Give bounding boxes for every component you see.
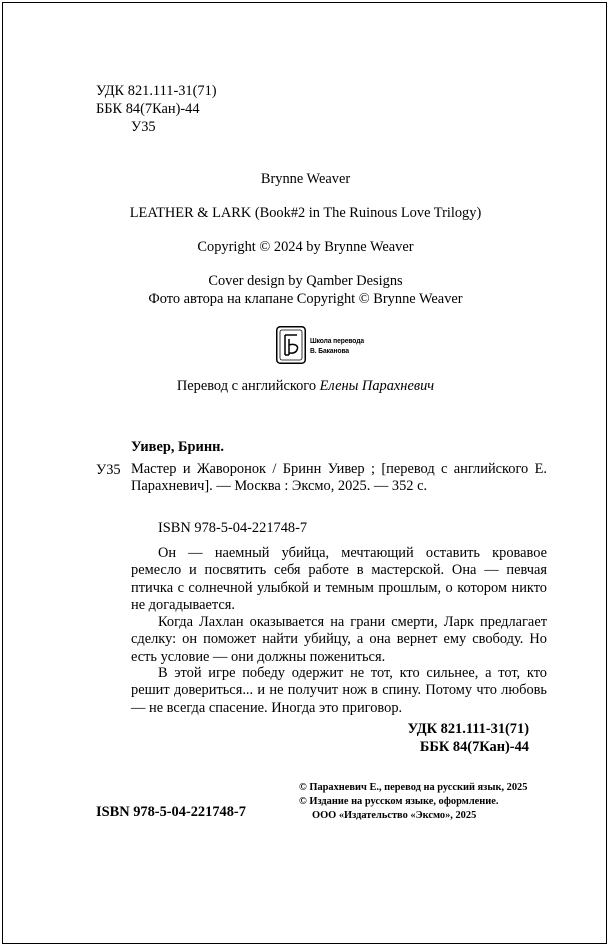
logo-line-2: В. Баканова: [310, 345, 350, 355]
original-title: LEATHER & LARK (Book#2 in The Ruinous Love Trilogy): [129, 205, 482, 221]
record-author-mark: У35: [96, 462, 121, 478]
author-mark: У35: [131, 119, 156, 135]
original-copyright: Copyright © 2024 by Brynne Weaver: [197, 239, 414, 255]
copyright-edition: © Издание на русском языке, оформление.: [299, 796, 499, 807]
bbk-code: ББК 84(7Кан)-44: [96, 101, 200, 117]
record-bbk: ББК 84(7Кан)-44: [419, 739, 529, 755]
annotation-paragraph-3: В этой игре победу одержит не тот, кто сильнее, а тот, кто решит довериться... и не получит нож в спину. Потому что любовь — не всегда спасение. Иногда это приговор.: [131, 665, 547, 716]
record-heading: Уивер, Бринн.: [131, 439, 225, 455]
translation-school-logo-text: [310, 336, 364, 355]
original-author: Brynne Weaver: [260, 171, 351, 187]
translation-school-logo-icon: [276, 326, 306, 364]
author-photo-credit: Фото автора на клапане Copyright © Brynne Weaver: [148, 291, 463, 307]
logo-line-1: Школа перевода: [310, 336, 365, 345]
annotation-paragraph-1: Он — наемный убийца, мечтающий оставить кровавое ремесло и посвятить себя работе в мастерской. Она — певчая птичка с солнечной улыбкой и темным прошлым, о котором никто не догадывается.: [131, 545, 547, 614]
footer-isbn: ISBN 978-5-04-221748-7: [96, 804, 246, 820]
translation-prefix: Перевод с английского: [176, 378, 320, 394]
translation-credit: [0, 378, 611, 395]
cover-design-credit: Cover design by Qamber Designs: [208, 273, 403, 289]
udk-code: УДК 821.111-31(71): [96, 83, 217, 99]
annotation-paragraph-2: Когда Лахлан оказывается на грани смерти, Ларк предлагает сделку: он поможет найти убийцу, а она вернет ему свободу. Но есть условие — они должны пожениться.: [131, 614, 547, 665]
translator-name: Елены Парахневич: [319, 378, 435, 394]
record-isbn: ISBN 978-5-04-221748-7: [158, 520, 308, 536]
copyright-translation: © Парахневич Е., перевод на русский язык, 2025: [299, 782, 528, 793]
record-udk: УДК 821.111-31(71): [407, 721, 529, 737]
record-description: Мастер и Жаворонок / Бринн Уивер ; [перевод с английского Е. Парахневич]. — Москва : Эксмо, 2025. — 352 с.: [131, 461, 547, 495]
publisher-copyright: ООО «Издательство «Эксмо», 2025: [312, 810, 477, 821]
